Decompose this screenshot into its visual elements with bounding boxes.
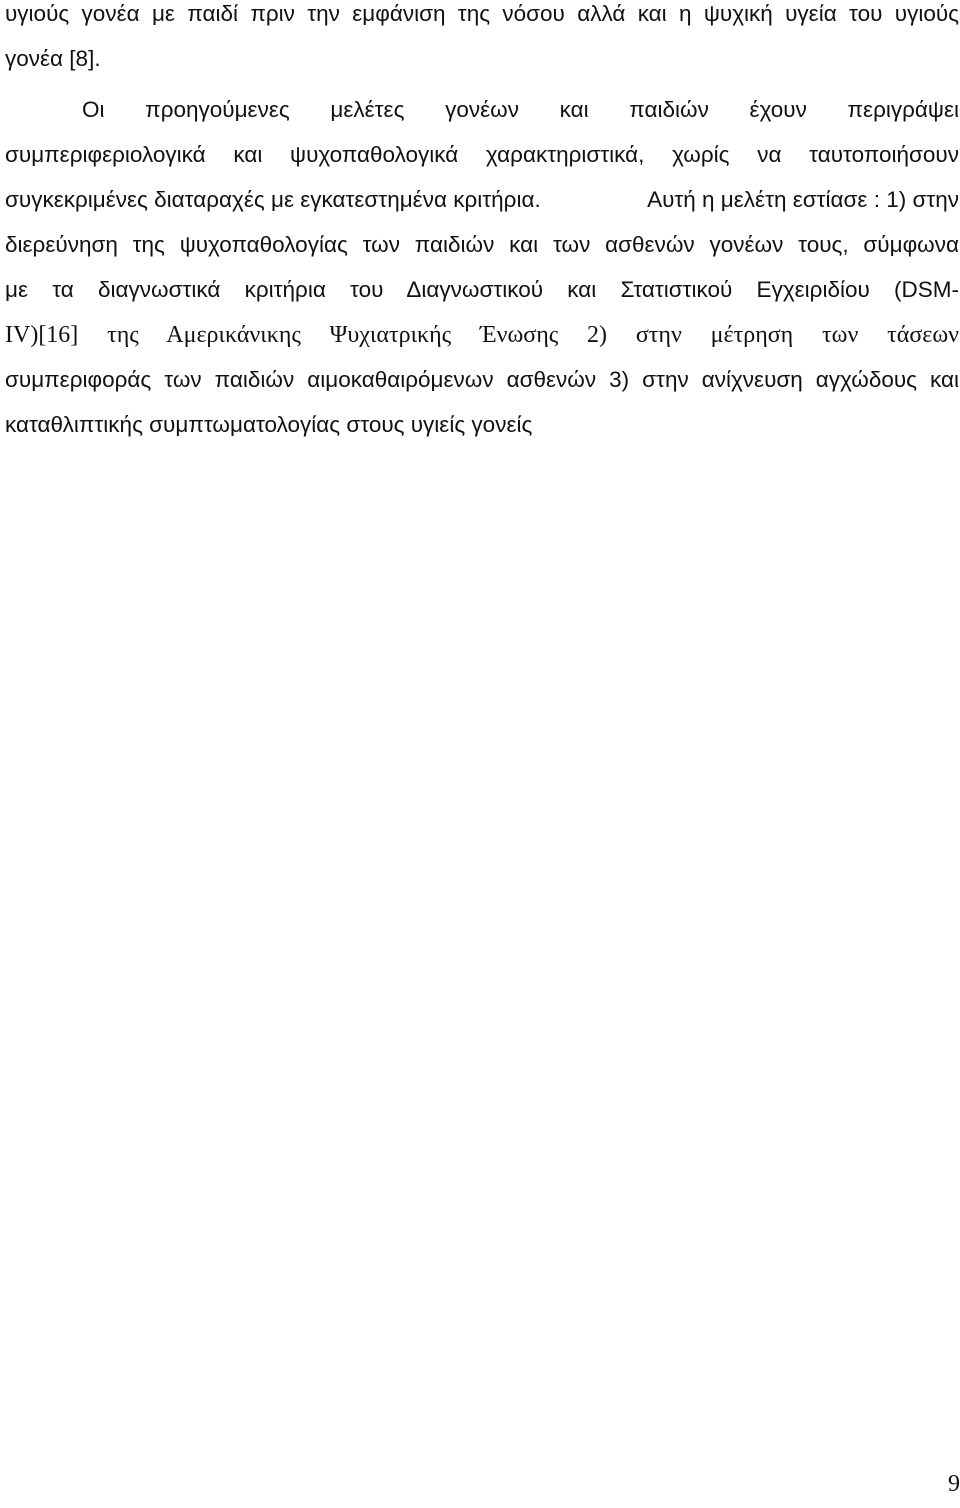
paragraph-line: καταθλιπτικής συμπτωματολογίας στους υγιείς γονείς [5, 412, 533, 437]
paragraph-line: συμπεριφοράς των παιδιών αιμοκαθαιρόμενων ασθενών 3) στην ανίχνευση αγχώδους και [5, 367, 959, 392]
page-number: 9 [948, 1471, 960, 1497]
paragraph-line: υγιούς γονέα με παιδί πριν την εμφάνιση της νόσου αλλά και η ψυχική υγεία του υγιούς [5, 1, 959, 26]
paragraph-line [5, 186, 959, 214]
sentence-fragment: Αυτή η μελέτη εστίασε : 1) στην [647, 187, 959, 212]
paragraph-line: με τα διαγνωστικά κριτήρια του Διαγνωστικού και Στατιστικού Εγχειριδίου (DSM- [5, 277, 959, 302]
paragraph-line: IV)[16] της Αμερικάνικης Ψυχιατρικής Ένωσης 2) στην μέτρηση των τάσεων [5, 322, 959, 348]
paragraph-line: γονέα [8]. [5, 46, 101, 71]
paragraph-line: συμπεριφεριολογικά και ψυχοπαθολογικά χαρακτηριστικά, χωρίς να ταυτοποιήσουν [5, 142, 959, 167]
paragraph-line: Οι προηγούμενες μελέτες γονέων και παιδιών έχουν περιγράψει [82, 97, 959, 122]
paragraph-line: διερεύνηση της ψυχοπαθολογίας των παιδιών και των ασθενών γονέων τους, σύμφωνα [5, 232, 959, 257]
sentence-fragment: συγκεκριμένες διαταραχές με εγκατεστημένα κριτήρια. [5, 187, 541, 212]
